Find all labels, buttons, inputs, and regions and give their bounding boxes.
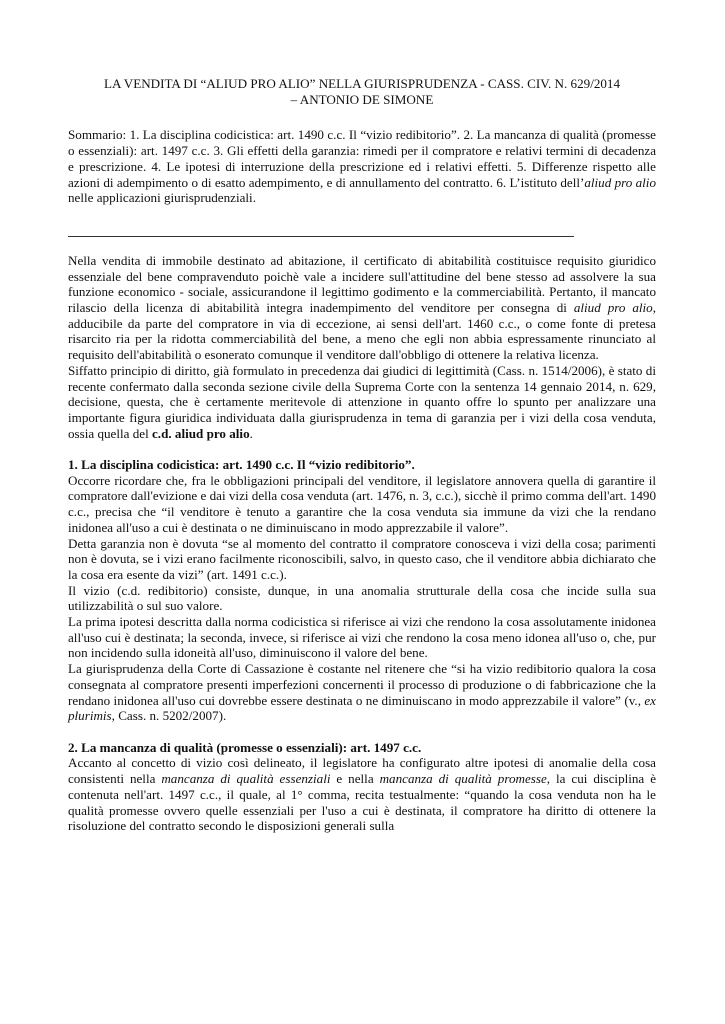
title-line-2: – ANTONIO DE SIMONE — [290, 91, 434, 107]
summary-paragraph — [68, 127, 656, 206]
intro-paragraph-2 — [68, 363, 656, 442]
section-1-paragraph-2: Detta garanzia non è dovuta “se al momento del contratto il compratore conosceva i vizi della cosa; parimenti non è dovuta, se i vizi erano facilmente riconoscibili, salvo, in questo caso, che il venditore abbia dichiarato che la cosa era esente da vizi” (art. 1491 c.c.). — [68, 535, 656, 582]
section-1-paragraph-3: Il vizio (c.d. redibitorio) consiste, dunque, in una anomalia strutturale della cosa che incide sulla sua utilizzabilità o sul suo valore. — [68, 582, 656, 614]
section-1-paragraph-5 — [68, 661, 656, 724]
section-2-p1-italic-1: mancanza di qualità essenziali — [161, 771, 331, 787]
document-page — [68, 76, 656, 834]
intro-paragraph-1 — [68, 253, 656, 363]
section-1-p5-italic: ex plurimis — [68, 692, 656, 724]
intro-p2-text: Siffatto principio di diritto, già formulato in precedenza dai giudici di legittimità (Cass. n. 1514/2006), è stato di recente confermato dalla seconda sezione civile della Suprema Corte con la sentenza 14 gennaio 2014, n. 629, decisione, questa, che è certamente meritevole di attenzione in quanto offre lo spunto per analizzare una importante figura giuridica individuata dalla giurisprudenza in tema di garanzia per i vizi della cosa venduta, ossia quella del — [68, 362, 656, 441]
document-title — [68, 76, 656, 107]
section-2-p1-text: Accanto al concetto di vizio così delineato, il legislatore ha configurato altre ipotesi di anomalie della cosa consistenti nella — [68, 755, 656, 787]
section-2-p1-text-end: , la cui disciplina è contenuta nell'art. 1497 c.c., il quale, al 1° comma, recita testualmente: “quando la cosa venduta non ha le qualità promesse ovvero quelle essenziali per l'uso a cui è destinata, il compratore ha diritto di ottenere la risoluzione del contratto secondo le disposizioni generali sulla — [68, 771, 657, 834]
section-2-heading: 2. La mancanza di qualità (promesse o essenziali): art. 1497 c.c. — [68, 739, 422, 755]
spacer — [68, 724, 656, 740]
section-2-paragraph-1 — [68, 755, 656, 834]
summary-text-end: nelle applicazioni giurisprudenziali. — [68, 190, 256, 206]
summary-text: Sommario: 1. La disciplina codicistica: art. 1490 c.c. Il “vizio redibitorio”. 2. La mancanza di qualità (promesse o essenziali): art. 1497 c.c. 3. Gli effetti della garanzia: rimedi per il compratore e relativi termini di decadenza e prescrizione. 4. Le ipotesi di interruzione della prescrizione ed i relativi effetti. 5. Differenze rispetto alle azioni di adempimento o di esatto adempimento, e di annullamento del contratto. 6. L’istituto dell’ — [68, 127, 656, 190]
title-line-1: LA VENDITA DI “ALIUD PRO ALIO” NELLA GIURISPRUDENZA - CASS. CIV. N. 629/2014 — [103, 76, 621, 91]
intro-p1-italic: aliud pro alio — [573, 300, 653, 316]
intro-p1-text-end: , adducibile da parte del compratore in via di eccezione, ai sensi dell'art. 1460 c.c., o come fonte di pretesa risarcito ria per la ridotta commerciabilità del bene, a meno che egli non abbia espressamente rinunciato al requisito dell'abitabilità o esonerato comunque il venditore dall'obbligo di ottenere la relativa licenza. — [68, 300, 656, 363]
section-2-p1-text-mid: e nella — [330, 771, 380, 787]
section-1-paragraph-4: La prima ipotesi descritta dalla norma codicistica si riferisce ai vizi che rendono la cosa assolutamente inidonea all'uso cui è destinata; la seconda, invece, si riferisce ai vizi che rendono la cosa meno idonea all'uso o, che, pur non incidendo sulla idoneità all'uso, diminuiscono il valore del bene. — [68, 614, 656, 661]
section-1-heading: 1. La disciplina codicistica: art. 1490 c.c. Il “vizio redibitorio”. — [68, 457, 415, 473]
horizontal-divider — [68, 236, 574, 237]
section-1-p5-text-end: , Cass. n. 5202/2007). — [111, 708, 227, 724]
intro-p2-text-end: . — [249, 425, 253, 441]
intro-p2-bold: c.d. aliud pro alio — [152, 425, 250, 441]
spacer — [68, 441, 656, 457]
section-2-p1-italic-2: mancanza di qualità promesse — [379, 771, 547, 787]
summary-italic-term: aliud pro alio — [584, 174, 656, 190]
section-1-p5-text: La giurisprudenza della Corte di Cassazione è costante nel ritenere che “si ha vizio redibitorio qualora la cosa consegnata al compratore presenti imperfezioni concernenti il processo di produzione o di fabbricazione che la rendano inidonea all'uso cui dovrebbe essere destinata o ne diminuiscano in modo apprezzabile il valore” (v., — [68, 661, 656, 708]
intro-p1-text: Nella vendita di immobile destinato ad abitazione, il certificato di abitabilità costituisce requisito giuridico essenziale del bene compravenduto poichè vale a incidere sull'attitudine del bene stesso ad assolvere la sua funzione economico - sociale, assicurandone il legittimo godimento e la commerciabilità. Pertanto, il mancato rilascio della licenza di abitabilità integra inadempimento del venditore per consegna di — [68, 252, 656, 316]
section-1-paragraph-1: Occorre ricordare che, fra le obbligazioni principali del venditore, il legislatore annovera quella di garantire il compratore dall'evizione e dai vizi della cosa venduta (art. 1476, n. 3, c.c.), sicchè il primo comma dell'art. 1490 c.c., precisa che “il venditore è tenuto a garantire che la cosa venduta sia immune da vizi che la rendano inidonea all'uso a cui è destinata o ne diminuiscano in modo apprezzabile il valore”. — [68, 472, 656, 535]
